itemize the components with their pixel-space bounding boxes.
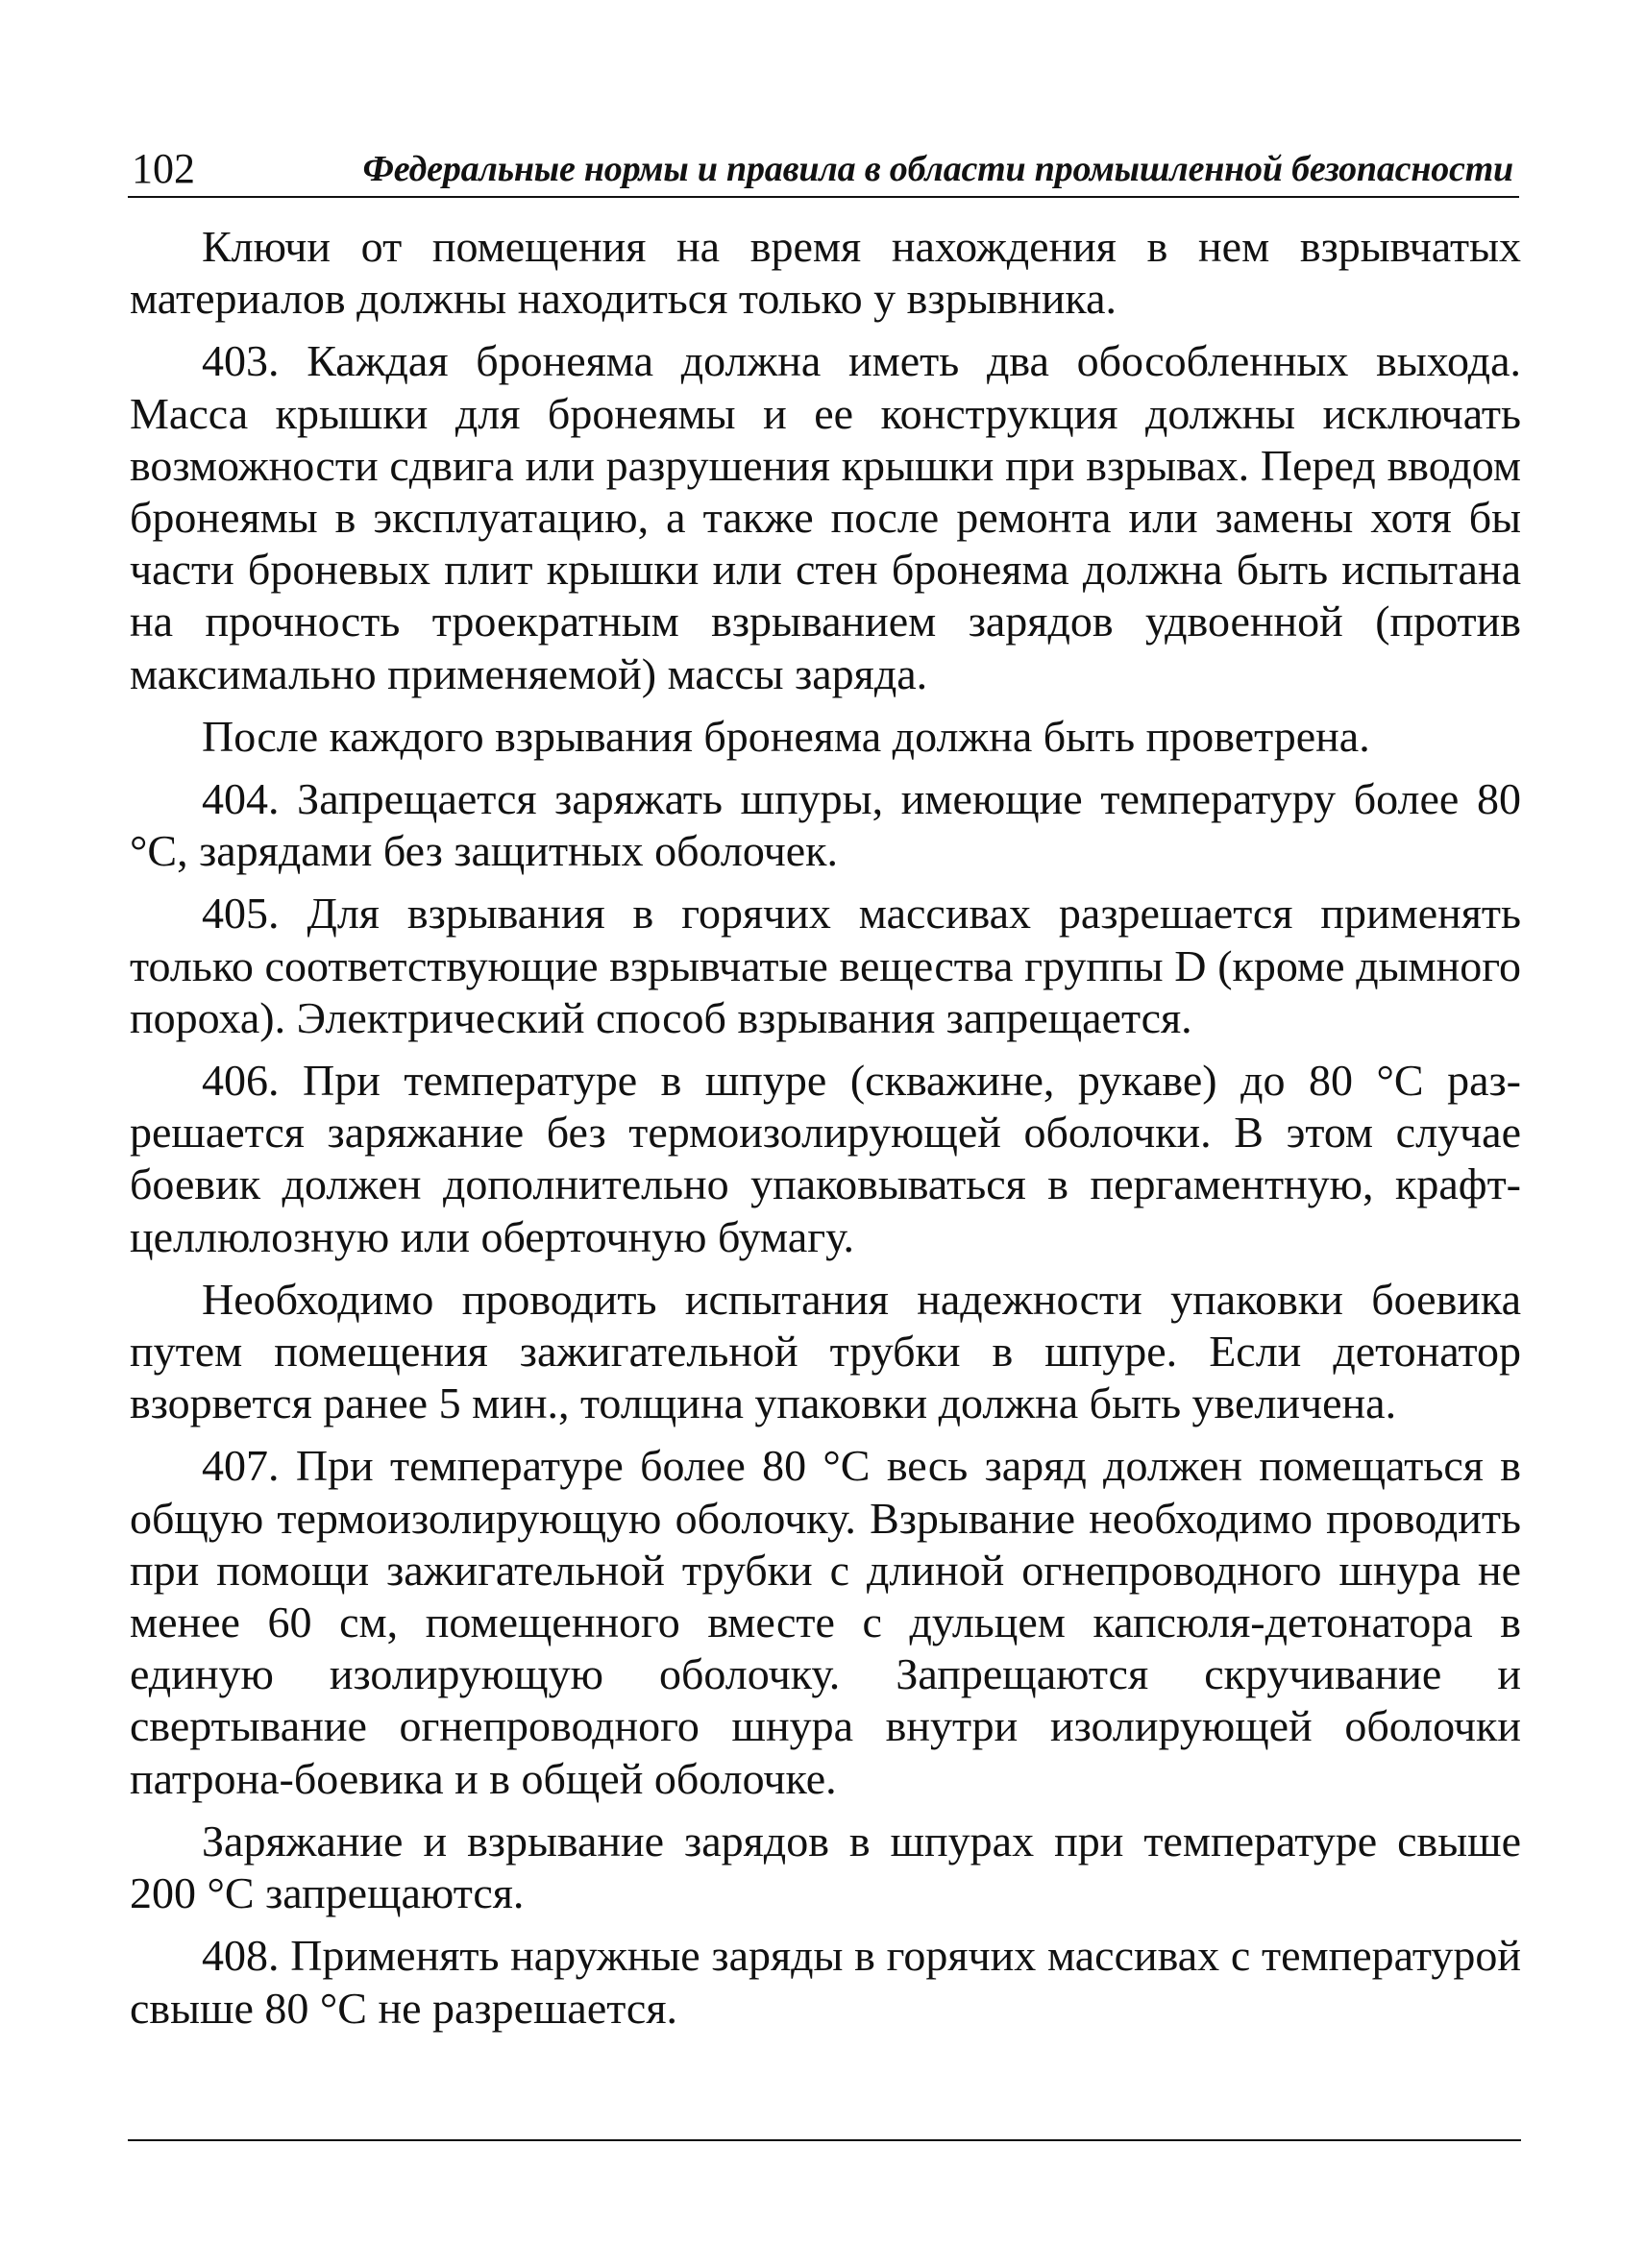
paragraph-407: 407. При температуре более 80 °С весь заряд должен помещаться в общую термоизолирующую оболочку. Взрывание необходимо проводить при помощи зажигательной трубки с длиной огнепроводного шнура не менее 60 см, помещенного вместе с дульцем капсюля-детонатора в единую изолирующую оболочку. Запрещаются скручивание и свертывание огнепроводного шнура внутри изолирующей оболочки патрона-боевика и в общей оболочке.	[130, 1441, 1521, 1803]
paragraph-keys: Ключи от помещения на время нахождения в нем взрывчатых материалов должны находиться только у взрывника.	[130, 222, 1521, 324]
paragraph-200c: Заряжание и взрывание зарядов в шпурах при температуре свыше 200 °С запрещаются.	[130, 1816, 1521, 1918]
paragraph-ventilation: После каждого взрывания бронеяма должна быть проветрена.	[202, 711, 1370, 761]
paragraph-406: 406. При температуре в шпуре (скважине, рукаве) до 80 °С разрешается заряжание без термоизолирующей оболочки. В этом случае боевик должен дополнительно упаковываться в пергаментную, крафт-целлюлозную или оберточную бумагу.	[130, 1056, 1521, 1261]
bottom-rule	[128, 2139, 1521, 2141]
page-number: 102	[132, 145, 195, 192]
body-text	[130, 221, 1521, 2045]
paragraph-405: 405. Для взрывания в горячих массивах разрешается применять только соответствующие взрывчатые вещества группы D (кроме дымного пороха). Электрический способ взрывания запрещается.	[130, 889, 1521, 1042]
running-header	[128, 142, 1519, 198]
paragraph-403: 403. Каждая бронеяма должна иметь два обособленных выхода. Масса крышки для бронеямы и ее конструкция должны исключать возможности сдвига или разрушения крышки при взрывах. Перед вводом бронеямы в эксплуатацию, а также после ремонта или замены хотя бы части броневых плит крышки или стен бронеяма должна быть испытана на прочность троекратным взрыванием зарядов удвоенной (против максимально применяемой) массы заряда.	[130, 336, 1521, 698]
running-header-title: Федеральные нормы и правила в области промышленной безопасности	[362, 149, 1513, 189]
paragraph-404: 404. Запрещается заряжать шпуры, имеющие температуру более 80 °С, зарядами без защитных оболочек.	[130, 774, 1521, 876]
paragraph-packaging-test: Необходимо проводить испытания надежности упаковки боевика путем помещения зажигательной трубки в шпуре. Если детонатор взорвется ранее 5 мин., толщина упаковки должна быть увеличена.	[130, 1274, 1521, 1428]
paragraph-408: 408. Применять наружные заряды в горячих массивах с температурой свыше 80 °С не разрешается.	[130, 1931, 1521, 2033]
